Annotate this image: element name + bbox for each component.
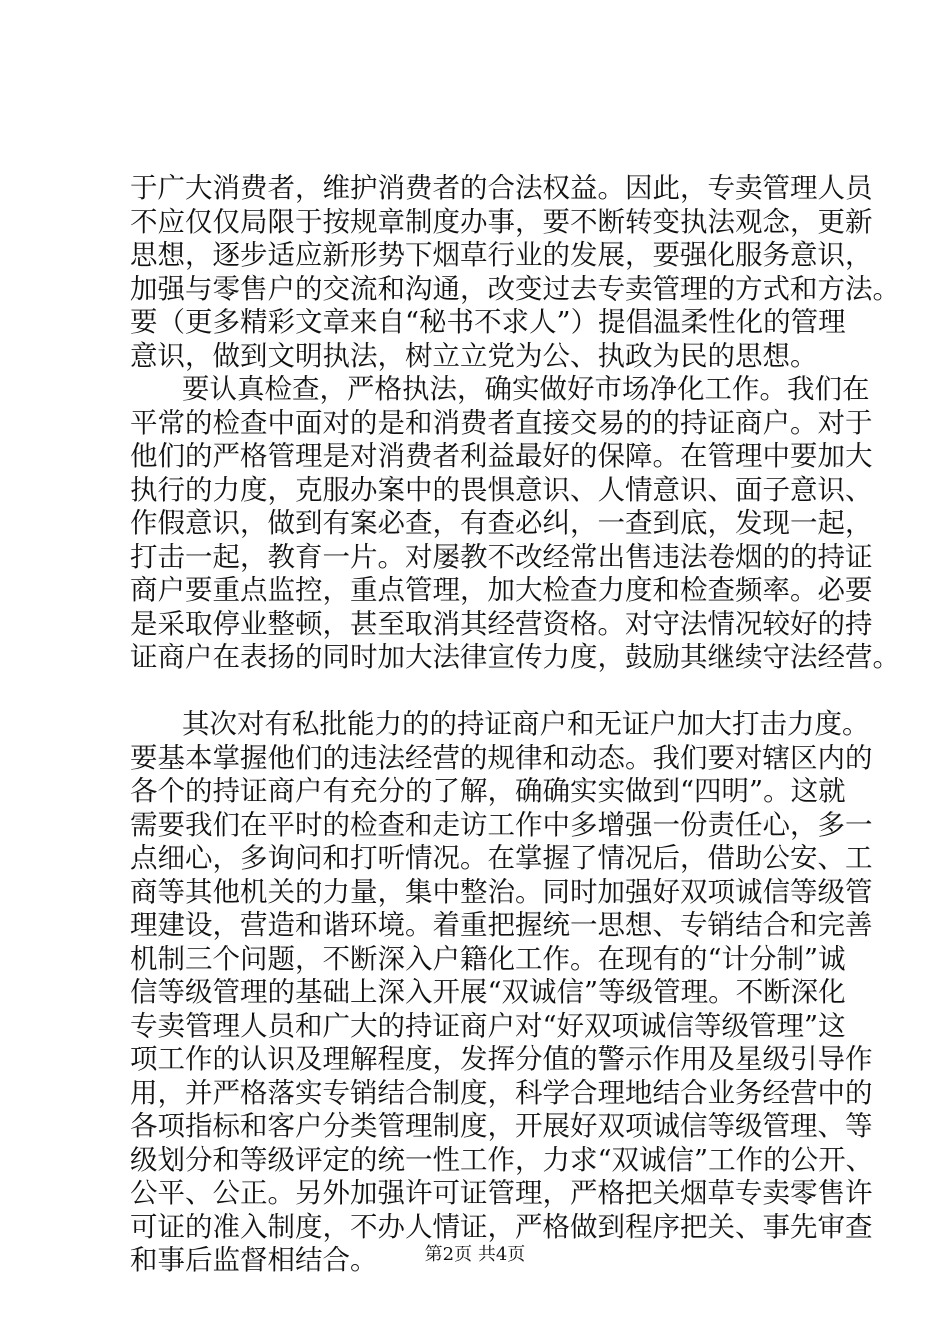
text-line: 商等其他机关的力量，集中整治。同时加强好双项诚信等级管 xyxy=(130,875,873,908)
text-line: 点细心，多询问和打听情况。在掌握了情况后，借助公安、工 xyxy=(130,842,873,874)
text-line: 各项指标和客户分类管理制度，开展好双项诚信等级管理、等 xyxy=(130,1110,873,1142)
text-line: 机制三个问题，不断深入户籍化工作。在现有的“计分制”诚 xyxy=(130,942,846,975)
text-line: 用，并严格落实专销结合制度，科学合理地结合业务经营中的 xyxy=(130,1076,873,1109)
text-line: 要认真检查，严格执法，确实做好市场净化工作。我们在 xyxy=(182,373,870,405)
text-line: 专卖管理人员和广大的持证商户对“好双项诚信等级管理”这 xyxy=(130,1009,846,1042)
paragraph-1 xyxy=(130,172,900,373)
text-line: 要（更多精彩文章来自“秘书不求人”）提倡温柔性化的管理 xyxy=(130,306,846,338)
text-line: 他们的严格管理是对消费者利益最好的保障。在管理中要加大 xyxy=(130,440,873,472)
text-line: 信等级管理的基础上深入开展“双诚信”等级管理。不断深化 xyxy=(130,976,846,1008)
text-line: 加强与零售户的交流和沟通，改变过去专卖管理的方式和方法。 xyxy=(130,272,900,305)
text-line: 打击一起，教育一片。对屡教不改经常出售违法卷烟的的持证 xyxy=(130,540,873,573)
text-line: 是采取停业整顿，甚至取消其经营资格。对守法情况较好的持 xyxy=(130,607,873,640)
paragraph-2 xyxy=(130,373,900,675)
text-line: 执行的力度，克服办案中的畏惧意识、人情意识、面子意识、 xyxy=(130,473,873,506)
text-line: 项工作的认识及理解程度，发挥分值的警示作用及星级引导作 xyxy=(130,1043,873,1075)
text-line: 公平、公正。另外加强许可证管理，严格把关烟草专卖零售许 xyxy=(130,1177,873,1209)
document-body xyxy=(130,172,900,1278)
text-line: 可证的准入制度，不办人情证，严格做到程序把关、事先审查 xyxy=(130,1210,873,1243)
paragraph-gap xyxy=(130,675,850,709)
text-line: 级划分和等级评定的统一性工作，力求“双诚信”工作的公开、 xyxy=(130,1143,874,1176)
text-line: 商户要重点监控，重点管理，加大检查力度和检查频率。必要 xyxy=(130,574,873,606)
text-line: 要基本掌握他们的违法经营的规律和动态。我们要对辖区内的 xyxy=(130,741,873,774)
text-line: 意识，做到文明执法，树立立党为公、执政为民的思想。 xyxy=(130,339,818,372)
text-line: 和事后监督相结合。 xyxy=(130,1244,378,1276)
text-line: 理建设，营造和谐环境。着重把握统一思想、专销结合和完善 xyxy=(130,909,873,941)
text-line: 其次对有私批能力的的持证商户和无证户加大打击力度。 xyxy=(182,708,870,740)
text-line: 作假意识，做到有案必查，有查必纠，一查到底，发现一起， xyxy=(130,507,873,539)
text-line: 平常的检查中面对的是和消费者直接交易的的持证商户。对于 xyxy=(130,406,873,439)
text-line: 于广大消费者，维护消费者的合法权益。因此，专卖管理人员 xyxy=(130,172,873,204)
page-number-footer: 第2页 共4页 xyxy=(424,1244,526,1265)
paragraph-3 xyxy=(130,708,874,1278)
text-line: 证商户在表扬的同时加大法律宣传力度，鼓励其继续守法经营。 xyxy=(130,641,900,673)
text-line: 思想，逐步适应新形势下烟草行业的发展，要强化服务意识， xyxy=(130,239,873,271)
text-line: 各个的持证商户有充分的了解，确确实实做到“四明”。这就 xyxy=(130,775,846,807)
text-line: 需要我们在平时的检查和走访工作中多增强一份责任心，多一 xyxy=(130,808,873,841)
text-line: 不应仅仅局限于按规章制度办事，要不断转变执法观念，更新 xyxy=(130,205,873,238)
